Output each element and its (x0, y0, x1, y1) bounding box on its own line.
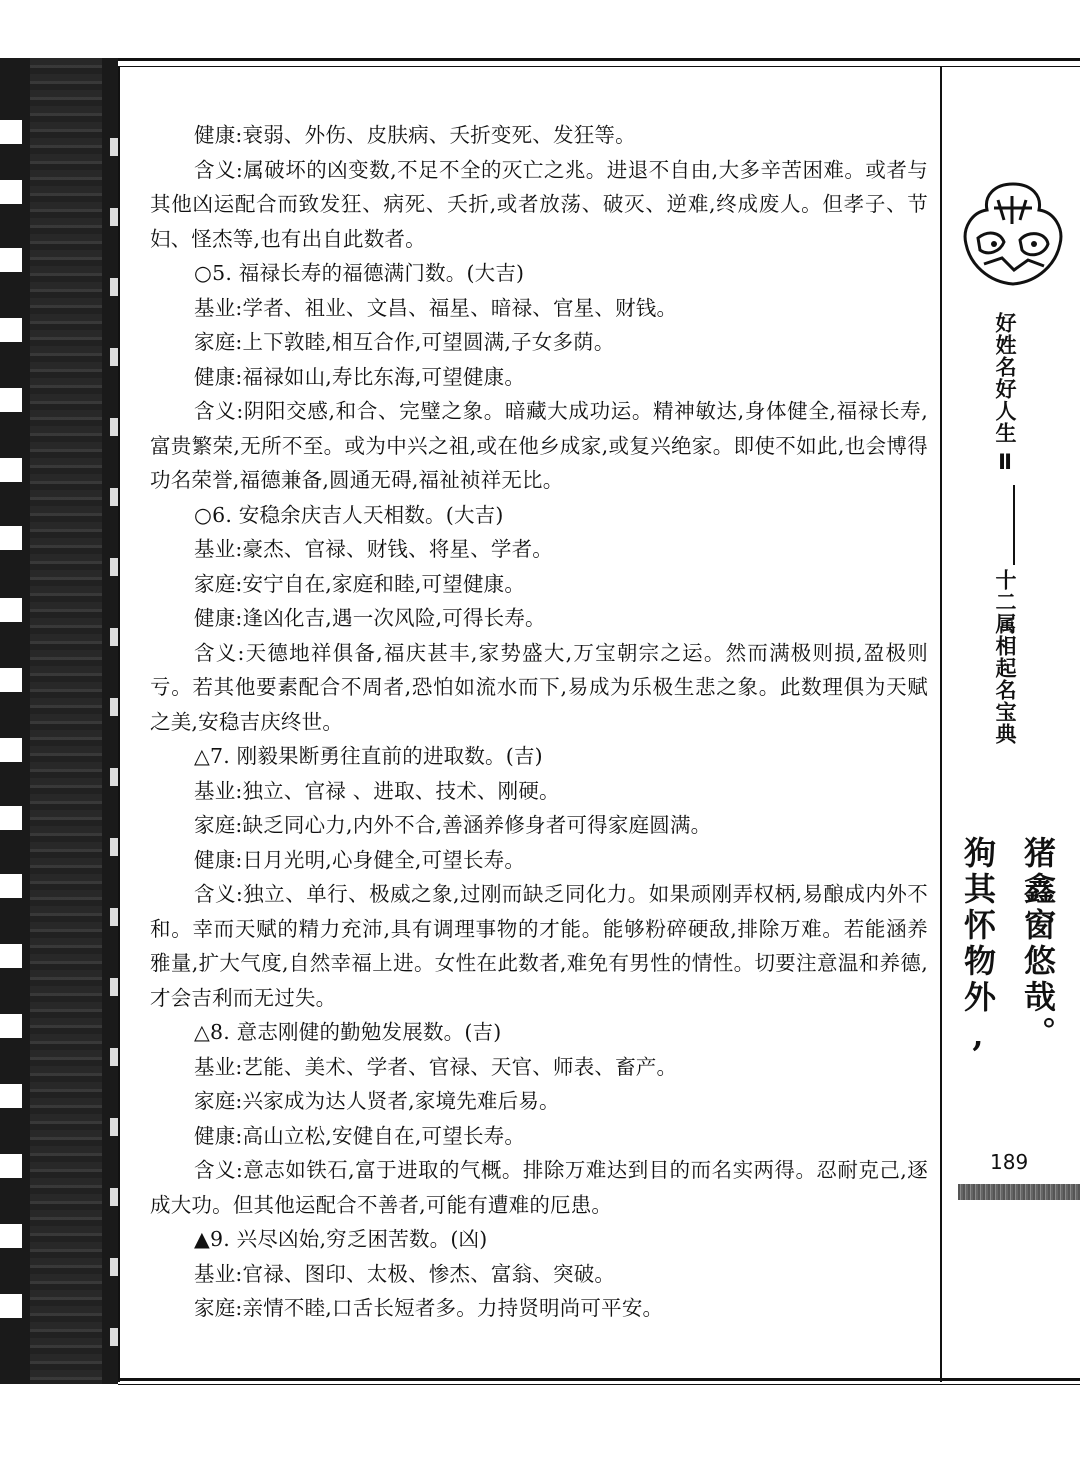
series-title-main: 好姓名好人生 (993, 312, 1017, 444)
paragraph: 健康:高山立松,安健自在,可望长寿。 (194, 1123, 526, 1148)
paragraph: ○6. 安稳余庆吉人天相数。(大吉) (194, 502, 504, 527)
paragraph: 基业:学者、祖业、文昌、福星、暗禄、官星、财钱。 (194, 295, 678, 320)
quote-right-column: 猪鑫窗悠哉。 (1019, 836, 1057, 1052)
quote-left-column: 狗其怀物外, (959, 836, 997, 1058)
paragraph: 含义:意志如铁石,富于进取的气概。排除万难达到目的而名实两得。忍耐克己,逐成大功。但其他运配合不善者,可能有遭难的厄患。 (150, 1158, 928, 1217)
title-dash (1013, 485, 1015, 565)
bottom-rule (118, 1378, 1080, 1381)
paragraph: 含义:独立、单行、极威之象,过刚而缺乏同化力。如果顽刚弄权柄,易酿成内外不和。幸而天赋的精力充沛,具有调理事物的才能。能够粉碎硬敌,排除万难。若能涵养雅量,扩大气度,自然幸福上进。女性在此数者,难免有男性的情性。切要注意温和养德,才会吉利而无过失。 (150, 882, 928, 1010)
sidebar-divider (940, 66, 942, 1382)
paragraph: 基业:独立、官禄 、进取、技术、刚硬。 (194, 778, 560, 803)
paragraph: 基业:艺能、美术、学者、官禄、天官、师表、畜产。 (194, 1054, 678, 1079)
film-strip-decoration (0, 58, 118, 1384)
paragraph: △8. 意志刚健的勤勉发展数。(吉) (194, 1020, 502, 1044)
paragraph: 健康:衰弱、外伤、皮肤病、夭折变死、发狂等。 (194, 123, 636, 147)
paragraph: 基业:官禄、图印、太极、惨杰、富翁、突破。 (194, 1261, 616, 1286)
page-number-bar (958, 1184, 1080, 1200)
top-rule (0, 58, 1080, 61)
paragraph: ○5. 福禄长寿的福德满门数。(大吉) (194, 261, 525, 285)
book-title: 十二属相起名宝典 (993, 569, 1017, 745)
paragraph: 含义:阴阳交感,和合、完璧之象。暗藏大成功运。精神敏达,身体健全,福禄长寿,富贵繁荣,无所不至。或为中兴之祖,或在他乡成家,或复兴绝家。即使不如此,也会博得功名荣誉,福德兼备,圆通无碍,福祉祯祥无比。 (150, 399, 928, 492)
seal-stamp-icon (954, 178, 1072, 290)
paragraph: ▲9. 兴尽凶始,穷乏困苦数。(凶) (194, 1227, 488, 1251)
series-title-volume: Ⅱ (993, 450, 1017, 475)
page-number: 189 (990, 1150, 1029, 1174)
paragraph: 基业:豪杰、官禄、财钱、将星、学者。 (194, 537, 554, 561)
paragraph: 家庭:安宁自在,家庭和睦,可望健康。 (194, 571, 526, 596)
top-rule-thin (118, 66, 1080, 67)
paragraph: 含义:天德地祥俱备,福庆甚丰,家势盛大,万宝朝宗之运。然而满极则损,盈极则亏。若其他要素配合不周者,恐怕如流水而下,易成为乐极生悲之象。此数理俱为天赋之美,安稳吉庆终世。 (150, 640, 928, 734)
film-strip-frames (30, 58, 102, 1384)
paragraph: 健康:日月光明,心身健全,可望长寿。 (194, 847, 526, 872)
paragraph: 家庭:亲情不睦,口舌长短者多。力持贤明尚可平安。 (194, 1296, 664, 1320)
bottom-rule-thin (118, 1384, 1080, 1385)
paragraph: △7. 刚毅果断勇往直前的进取数。(吉) (194, 744, 543, 768)
series-title (986, 312, 1024, 745)
paragraph: 含义:属破坏的凶变数,不足不全的灭亡之兆。进退不自由,大多辛苦困难。或者与其他凶运配合而致发狂、病死、夭折,或者放荡、破灭、逆难,终成废人。但孝子、节妇、怪杰等,也有出自此数者。 (150, 157, 928, 251)
body-text (150, 118, 928, 1326)
paragraph: 家庭:兴家成为达人贤者,家境先难后易。 (194, 1089, 560, 1113)
paragraph: 家庭:上下敦睦,相互合作,可望圆满,子女多荫。 (194, 330, 615, 354)
text-frame-left (118, 66, 120, 1382)
paragraph: 健康:逢凶化吉,遇一次风险,可得长寿。 (194, 606, 546, 630)
paragraph: 家庭:缺乏同心力,内外不合,善涵养修身者可得家庭圆满。 (194, 813, 712, 837)
paragraph: 健康:福禄如山,寿比东海,可望健康。 (194, 364, 526, 389)
